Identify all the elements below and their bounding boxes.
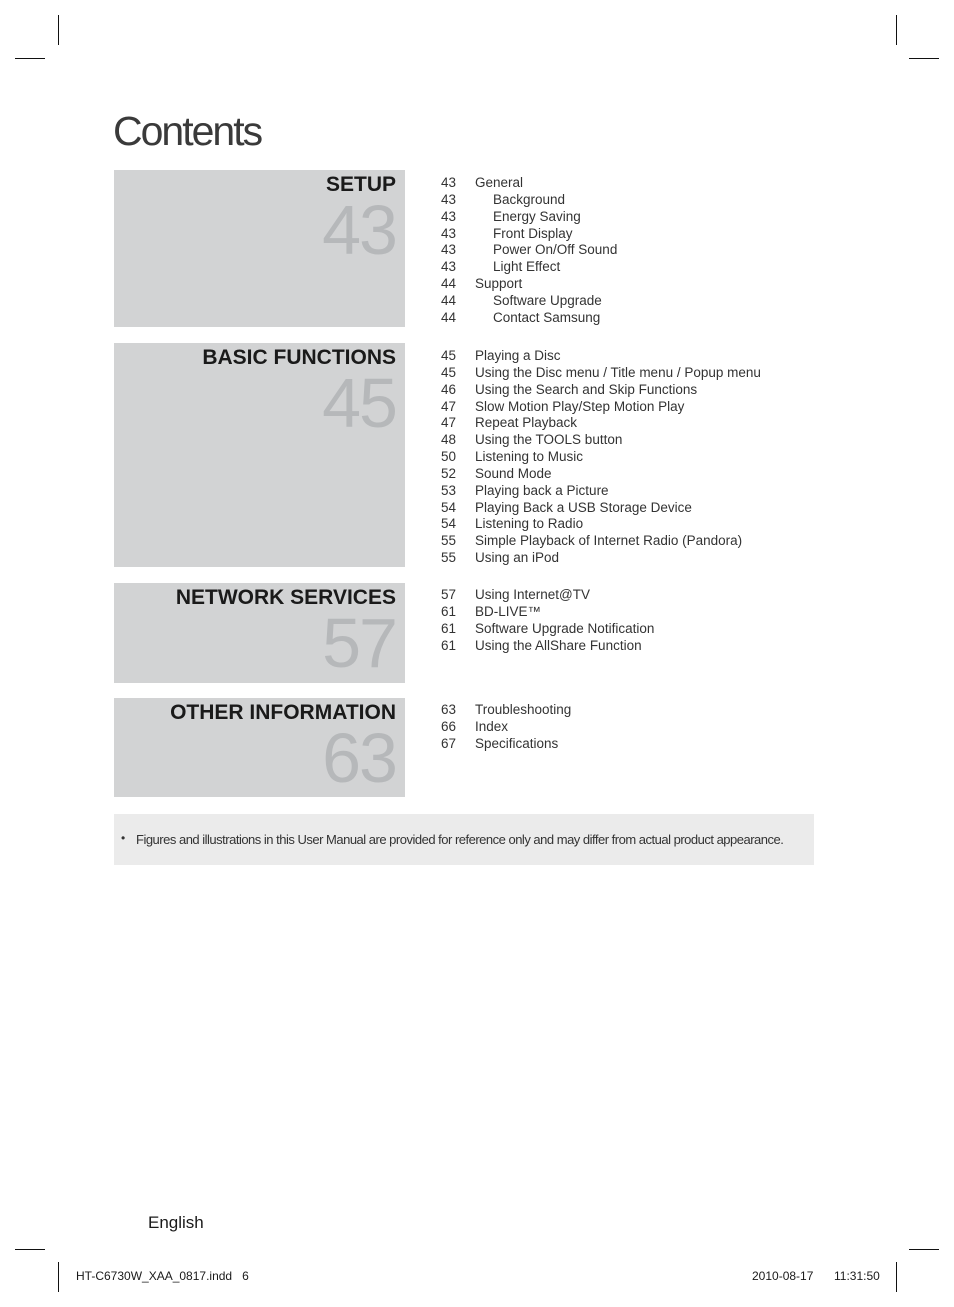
toc-page: 61: [441, 603, 457, 619]
toc-page: 61: [441, 620, 457, 636]
bullet: •: [121, 831, 126, 845]
toc-label: Support: [475, 276, 523, 292]
toc-label: Repeat Playback: [475, 415, 578, 431]
toc-page: 43: [441, 242, 457, 258]
section-page-number: 43: [322, 191, 396, 269]
toc-label: Background: [493, 191, 566, 207]
toc-page: 55: [441, 533, 457, 549]
slug-date: 2010-08-17: [752, 1269, 814, 1283]
toc-label: Software Upgrade: [493, 292, 602, 308]
section-header-box: [114, 698, 405, 797]
toc-label: Simple Playback of Internet Radio (Pandora): [475, 533, 743, 549]
toc-label: Slow Motion Play/Step Motion Play: [475, 398, 685, 414]
section-title: SETUP: [325, 173, 396, 196]
toc-label: BD-LIVE™: [475, 603, 542, 619]
toc-page: 52: [441, 465, 457, 481]
crop-mark: [15, 1249, 45, 1250]
toc-label: Playing back a Picture: [475, 482, 609, 498]
toc-label: Troubleshooting: [475, 702, 572, 717]
crop-mark: [58, 15, 59, 45]
toc-label: Playing a Disc: [475, 348, 561, 363]
toc-page: 66: [441, 718, 457, 734]
toc-label: Using the Disc menu / Title menu / Popup menu: [475, 364, 761, 380]
toc-label: Listening to Music: [475, 449, 584, 465]
toc-page: 61: [441, 637, 457, 653]
note-text: Figures and illustrations in this User Manual are provided for reference only and may differ from actual product appearance.: [136, 832, 784, 847]
toc-label: Software Upgrade Notification: [475, 620, 655, 636]
toc-page: 54: [441, 499, 457, 515]
slug-time: 11:31:50: [834, 1269, 880, 1283]
toc-label: Using the TOOLS button: [475, 432, 623, 448]
toc-label: Light Effect: [493, 259, 561, 275]
toc-label: Using an iPod: [475, 550, 560, 566]
toc-label: Using the Search and Skip Functions: [475, 381, 698, 397]
toc-page: 48: [441, 432, 457, 448]
toc-page: 47: [441, 415, 457, 431]
disclaimer-note: [114, 814, 814, 865]
toc-page: 43: [441, 208, 457, 224]
section-title: NETWORK SERVICES: [175, 586, 396, 609]
toc-page: 46: [441, 381, 457, 397]
crop-mark: [909, 1249, 939, 1250]
section-title: BASIC FUNCTIONS: [202, 346, 396, 369]
toc-page: 54: [441, 516, 457, 532]
toc-label: Using Internet@TV: [475, 587, 591, 602]
section-page-number: 45: [322, 364, 396, 442]
toc-label: Front Display: [493, 225, 573, 241]
toc-page: 50: [441, 449, 457, 465]
toc-label: Sound Mode: [475, 465, 552, 481]
toc-page: 57: [441, 587, 457, 602]
crop-mark: [896, 1262, 897, 1292]
language-label: English: [148, 1213, 204, 1232]
toc-page: 43: [441, 225, 457, 241]
toc-page: 44: [441, 309, 457, 325]
section-page-number: 57: [322, 604, 396, 682]
section-header-box: [114, 343, 405, 567]
toc-label: Using the AllShare Function: [475, 637, 642, 653]
toc-page: 43: [441, 259, 457, 275]
toc-page: 43: [441, 175, 457, 190]
crop-mark: [15, 58, 45, 59]
toc-page: 63: [441, 702, 457, 717]
crop-mark: [58, 1262, 59, 1292]
toc-label: Power On/Off Sound: [493, 242, 618, 258]
toc-label: Specifications: [475, 735, 559, 751]
toc-label: Energy Saving: [493, 208, 581, 224]
section-page-number: 63: [322, 719, 396, 797]
section-header-box: [114, 170, 405, 327]
toc-page: 43: [441, 191, 457, 207]
toc-page: 67: [441, 735, 457, 751]
section-title: OTHER INFORMATION: [170, 701, 396, 724]
toc-label: Index: [475, 718, 509, 734]
toc-label: Contact Samsung: [493, 309, 601, 325]
section-header-box: [114, 583, 405, 683]
toc-page: 44: [441, 276, 457, 292]
toc-page: 44: [441, 292, 457, 308]
toc-label: General: [475, 175, 524, 190]
toc-label: Listening to Radio: [475, 516, 584, 532]
toc-page: 45: [441, 364, 457, 380]
toc-label: Playing Back a USB Storage Device: [475, 499, 692, 515]
slug-file: HT-C6730W_XAA_0817.indd 6: [76, 1269, 249, 1283]
toc-page: 53: [441, 482, 457, 498]
toc-page: 47: [441, 398, 457, 414]
toc-page: 55: [441, 550, 457, 566]
crop-mark: [909, 58, 939, 59]
toc-page: 45: [441, 348, 457, 363]
crop-mark: [896, 15, 897, 45]
page-title: Contents: [113, 108, 262, 154]
